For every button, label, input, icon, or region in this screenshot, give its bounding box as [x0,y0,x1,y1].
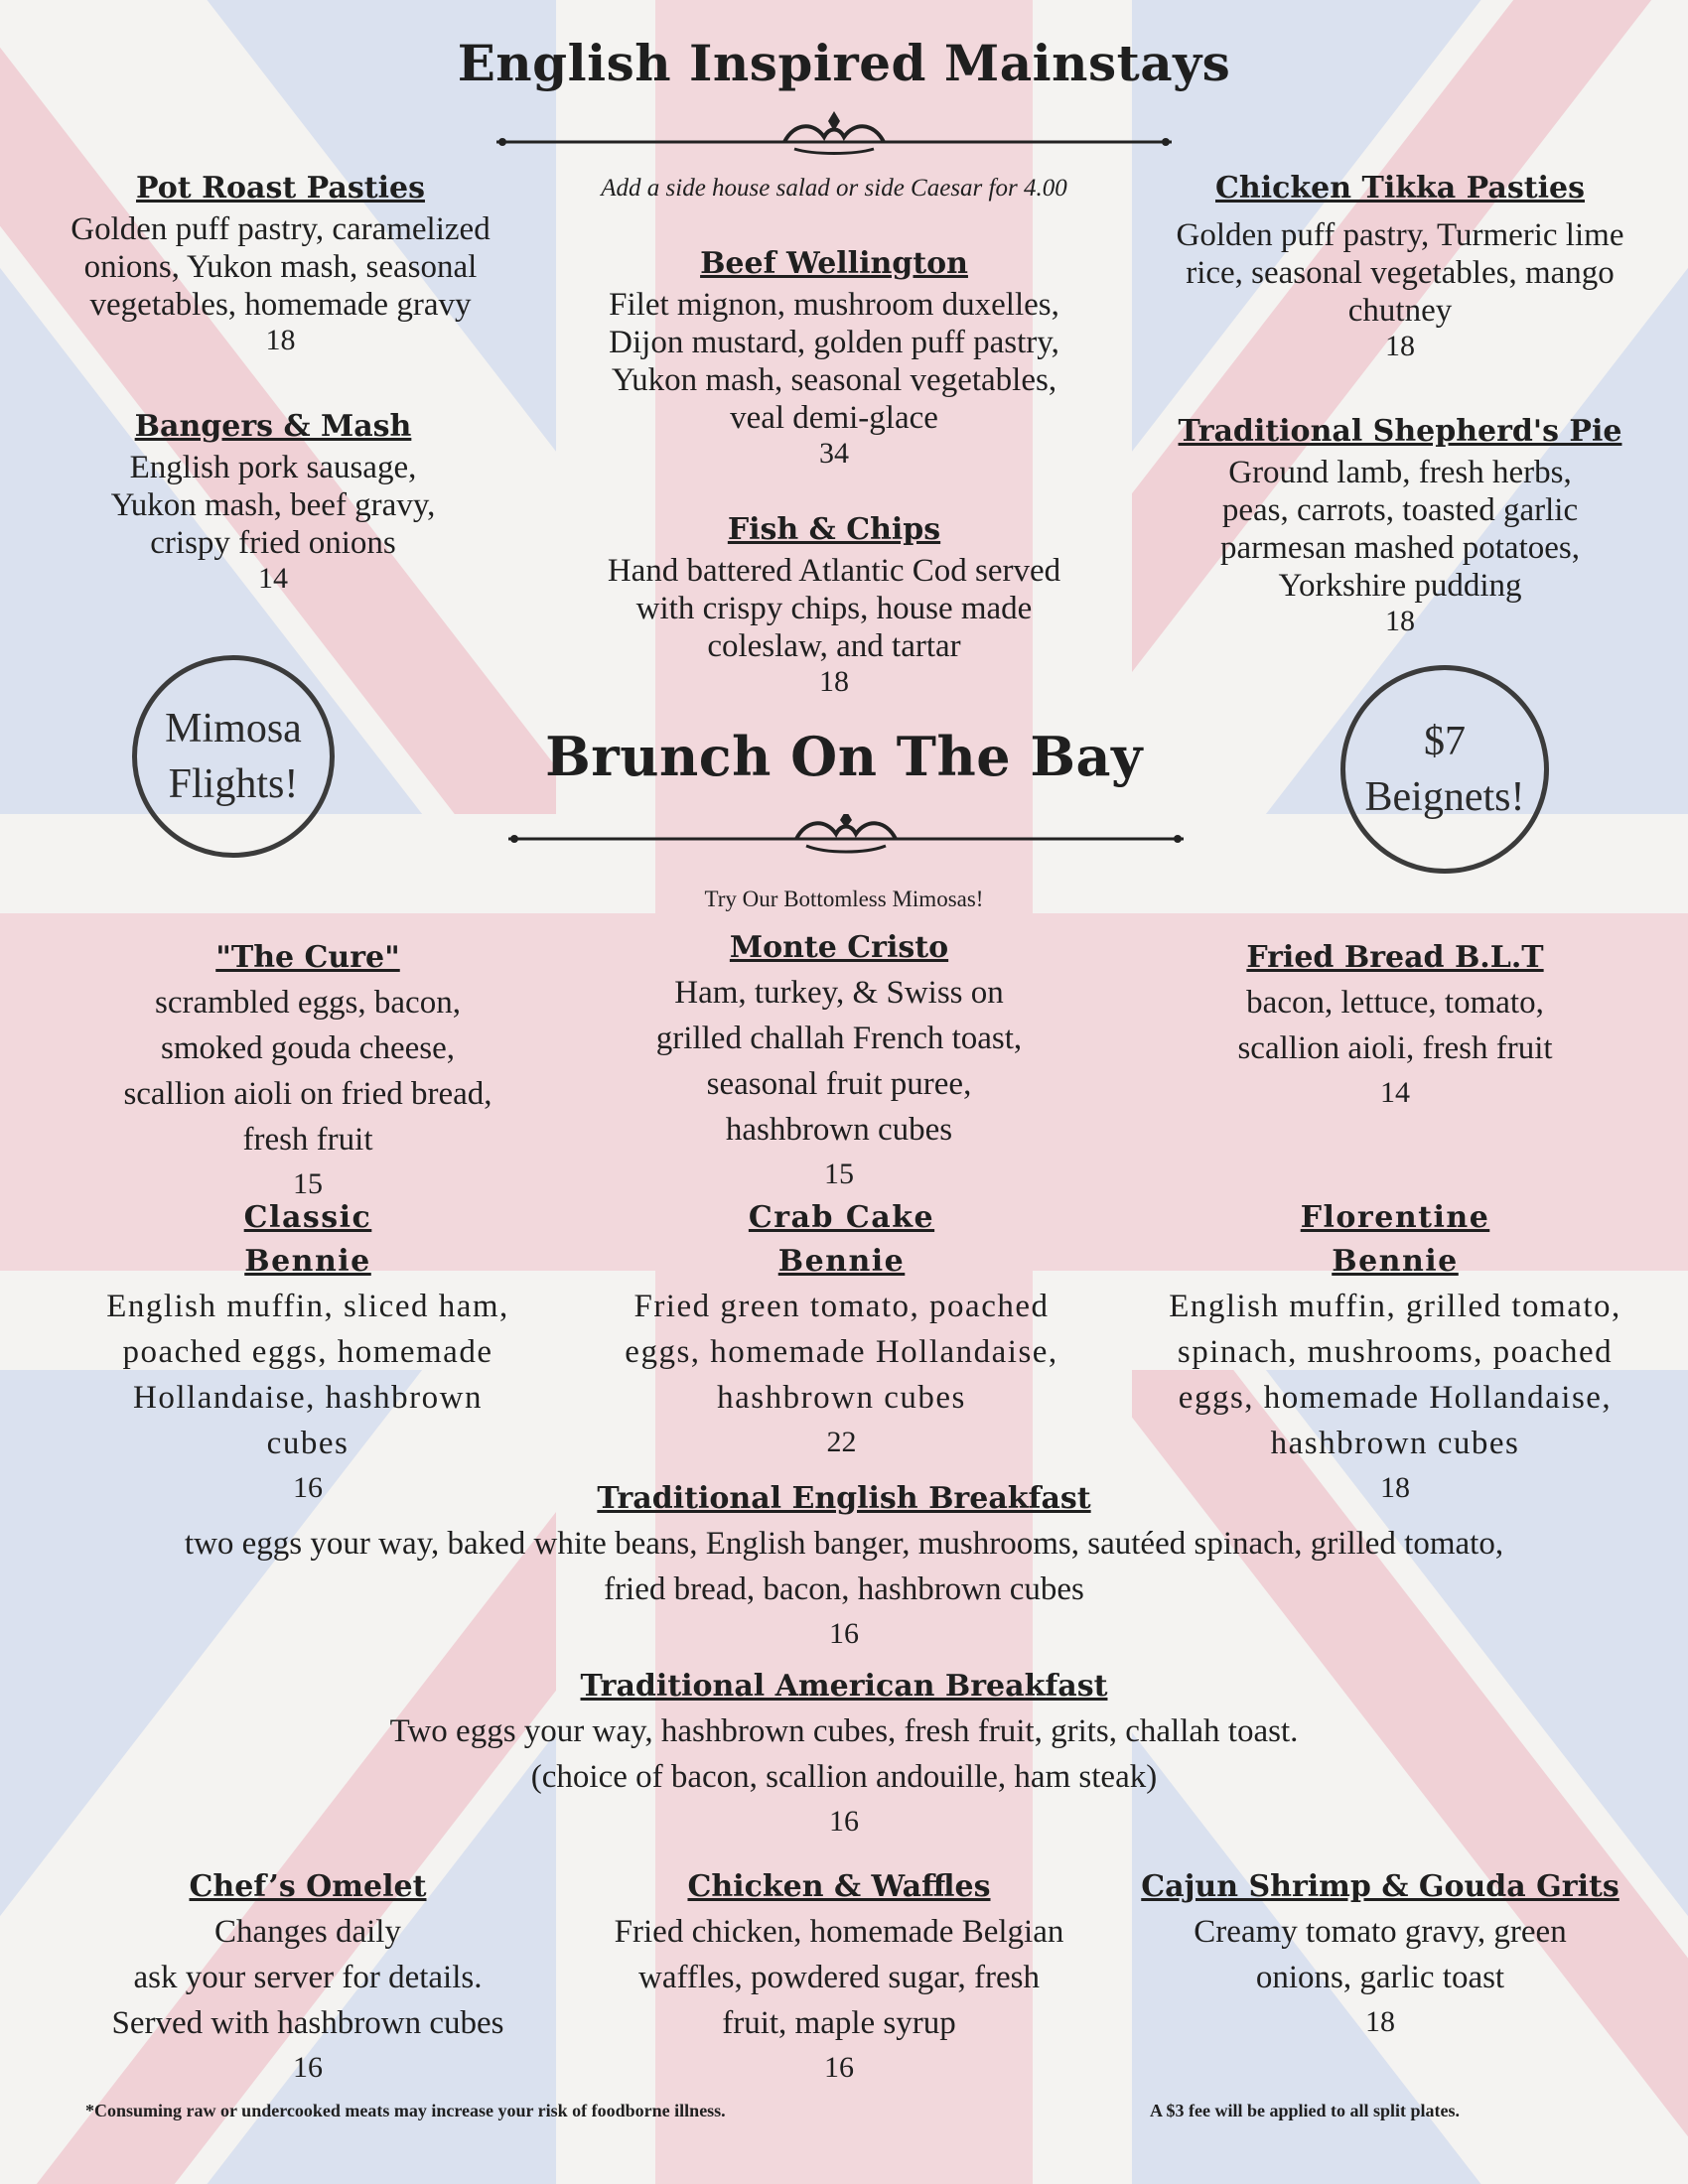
item-desc-line: waffles, powdered sugar, fresh [637,1960,1040,1995]
item-desc-line: Golden puff pastry, Turmeric lime [1176,217,1624,253]
item-desc-line: (choice of bacon, scallion andouille, ham steak) [530,1759,1158,1795]
item-desc-line: Hand battered Atlantic Cod served [607,553,1061,589]
item-price: 15 [293,1167,323,1200]
item-price: 14 [258,562,288,595]
menu-item-the-cure [60,936,556,1206]
item-name: Chicken Tikka Pasties [1215,171,1585,205]
menu-item-chefs-omelet [60,1865,556,2090]
item-price: 18 [1385,330,1415,362]
item-name: Beef Wellington [700,246,968,281]
item-name: Bangers & Mash [134,409,412,444]
item-desc-line: Changes daily [214,1914,401,1950]
item-price: 18 [1365,2005,1395,2038]
item-desc-line: seasonal fruit puree, [706,1066,972,1102]
item-name: Crab Cake [748,1200,935,1235]
item-desc-line: onions, garlic toast [1255,1960,1505,1995]
item-name: Traditional American Breakfast [580,1669,1108,1704]
item-desc-line: hashbrown cubes [1270,1426,1520,1461]
ornament-divider-brunch [508,814,1184,864]
ornament-divider-top [496,107,1172,157]
item-name: Classic [243,1200,372,1235]
badge-line: Mimosa [165,706,302,751]
item-desc-line: scallion aioli on fried bread, [123,1076,492,1112]
item-name: Monte Cristo [729,930,949,965]
item-desc-line: bacon, lettuce, tomato, [1246,985,1544,1021]
item-price: 15 [824,1158,854,1190]
item-desc-line: vegetables, homemade gravy [89,287,472,323]
menu-item-fried-bread-blt [1142,936,1648,1115]
menu-item-classic-bennie [60,1196,556,1510]
item-desc-line: scrambled eggs, bacon, [155,985,461,1021]
item-desc-line: Creamy tomato gravy, green [1194,1914,1567,1950]
item-desc-line: grilled challah French toast, [655,1021,1023,1056]
item-desc-line: crispy fried onions [150,525,396,561]
item-price: 16 [824,2051,854,2084]
item-name: Traditional English Breakfast [597,1481,1091,1516]
badge-line: $7 [1424,719,1466,764]
item-name: Bennie [244,1244,371,1279]
item-desc-line: English pork sausage, [129,450,417,485]
item-desc-line: Served with hashbrown cubes [111,2005,504,2041]
item-price: 16 [293,1471,323,1504]
item-name: "The Cure" [215,940,400,975]
menu-item-traditional-american-breakfast [60,1665,1628,1843]
badge-line: Beignets! [1364,774,1525,820]
item-desc-line: Golden puff pastry, caramelized [70,211,491,247]
item-name: Bennie [777,1244,906,1279]
item-name: Bennie [1332,1244,1459,1279]
item-desc-line: two eggs your way, baked white beans, English banger, mushrooms, sautéed spinach, grilled tomato, [184,1526,1504,1562]
item-desc-line: hashbrown cubes [725,1112,953,1148]
item-name: Chicken & Waffles [687,1869,991,1904]
item-desc-line: eggs, homemade Hollandaise, [1178,1380,1613,1416]
item-desc-line: Yorkshire pudding [1278,568,1522,604]
brunch-title: Brunch On The Bay [545,725,1143,788]
item-desc-line: Fried green tomato, poached [633,1289,1050,1324]
item-desc-line: Hollandaise, hashbrown [133,1380,483,1416]
item-desc-line: coleslaw, and tartar [707,628,961,664]
item-desc-line: peas, carrots, toasted garlic [1221,492,1579,528]
menu-item-traditional-english-breakfast [60,1477,1628,1656]
item-desc-line: onions, Yukon mash, seasonal [83,249,478,285]
item-desc-line: with crispy chips, house made [635,591,1033,626]
footer-split-plate-fee: A $3 fee will be applied to all split plates. [1150,2101,1461,2120]
menu-item-chicken-and-waffles [591,1865,1087,2090]
item-desc-line: Yukon mash, seasonal vegetables, [611,362,1057,398]
badge-mimosa-flights [132,655,335,858]
item-desc-line: smoked gouda cheese, [161,1030,455,1066]
item-name: Cajun Shrimp & Gouda Grits [1141,1869,1619,1904]
item-desc-line: scallion aioli, fresh fruit [1237,1030,1553,1066]
menu-item-bangers-and-mash [20,405,526,596]
menu-item-florentine-bennie [1132,1196,1658,1510]
item-name: Traditional Shepherd's Pie [1178,414,1622,449]
item-desc-line: cubes [266,1426,350,1461]
item-desc-line: Yukon mash, beef gravy, [110,487,436,523]
item-price: 22 [826,1426,857,1458]
menu-item-monte-cristo [591,926,1087,1196]
item-desc-line: ask your server for details. [133,1960,483,1995]
mainstays-subtitle: Add a side house salad or side Caesar for 4.00 [601,175,1067,202]
item-desc-line: spinach, mushrooms, poached [1177,1334,1614,1370]
item-name: Pot Roast Pasties [136,171,425,205]
item-desc-line: Two eggs your way, hashbrown cubes, fresh fruit, grits, challah toast. [389,1713,1299,1749]
item-price: 14 [1380,1076,1410,1109]
item-desc-line: chutney [1347,293,1453,329]
item-name: Chef’s Omelet [189,1869,427,1904]
page-title: English Inspired Mainstays [457,34,1231,92]
item-price: 18 [265,324,296,356]
item-desc-line: fruit, maple syrup [722,2005,956,2041]
brunch-subtitle: Try Our Bottomless Mimosas! [704,887,984,911]
item-price: 16 [293,2051,323,2084]
item-desc-line: Filet mignon, mushroom duxelles, [609,287,1059,323]
item-name: Fried Bread B.L.T [1246,940,1544,975]
item-desc-line: eggs, homemade Hollandaise, [625,1334,1058,1370]
item-price: 18 [1380,1471,1410,1504]
item-price: 16 [829,1617,859,1650]
badge-beignets [1340,665,1549,874]
menu-item-crab-cake-bennie [591,1196,1092,1464]
menu-item-beef-wellington [556,242,1112,471]
item-desc-line: fried bread, bacon, hashbrown cubes [604,1571,1084,1607]
item-desc-line: poached eggs, homemade [122,1334,493,1370]
item-desc-line: hashbrown cubes [717,1380,966,1416]
item-desc-line: English muffin, sliced ham, [106,1289,509,1324]
item-name: Fish & Chips [727,512,941,547]
item-desc-line: rice, seasonal vegetables, mango [1186,255,1615,291]
item-desc-line: veal demi-glace [730,400,938,436]
item-desc-line: fresh fruit [242,1122,373,1158]
badge-line: Flights! [168,761,299,807]
item-name: Florentine [1300,1200,1490,1235]
item-desc-line: parmesan mashed potatoes, [1220,530,1580,566]
item-price: 16 [829,1805,859,1838]
item-desc-line: Ham, turkey, & Swiss on [674,975,1004,1011]
item-desc-line: Fried chicken, homemade Belgian [614,1914,1064,1950]
menu-item-shepherds-pie [1142,410,1658,638]
menu-item-pot-roast-pasties [20,167,541,357]
menu-item-cajun-shrimp-gouda-grits [1132,1865,1628,2044]
item-desc-line: English muffin, grilled tomato, [1169,1289,1621,1324]
item-desc-line: Ground lamb, fresh herbs, [1228,455,1572,490]
item-price: 18 [1385,605,1415,637]
footer-raw-meat-notice: *Consuming raw or undercooked meats may increase your risk of foodborne illness. [85,2101,726,2120]
item-desc-line: Dijon mustard, golden puff pastry, [609,325,1059,360]
item-price: 34 [819,437,849,470]
item-price: 18 [819,665,849,698]
menu-item-fish-and-chips [556,508,1112,699]
menu-item-chicken-tikka-pasties [1142,167,1658,363]
